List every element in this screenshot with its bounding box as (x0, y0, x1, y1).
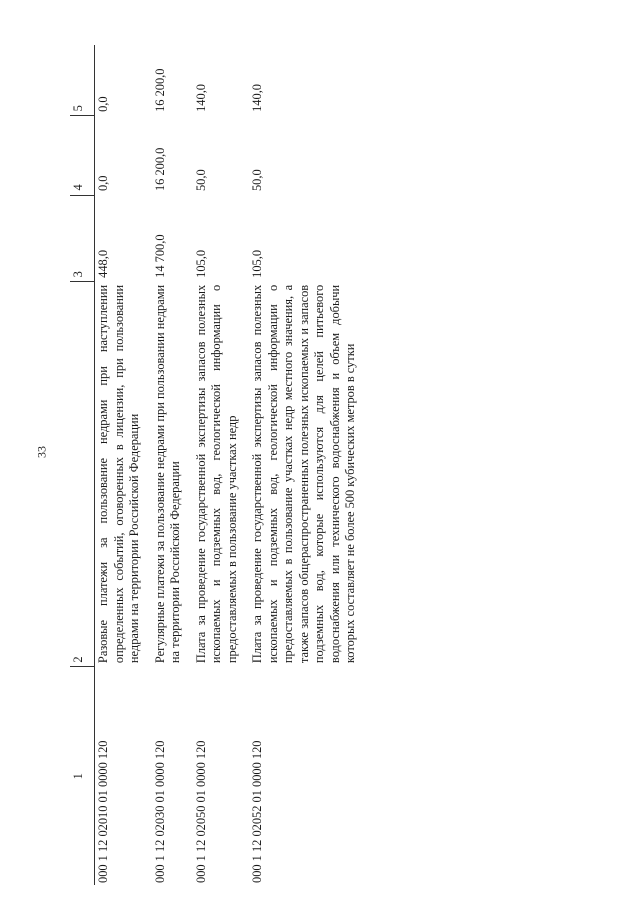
value-col5: 16 200,0 (152, 68, 167, 112)
value-col4: 50,0 (250, 169, 264, 192)
column-header-4: 4 (70, 116, 95, 195)
value-col3: 105,0 (193, 249, 208, 278)
row-spacer (144, 45, 152, 885)
value-col5: 140,0 (193, 84, 208, 112)
table-row (193, 45, 242, 885)
value-col4: 50,0 (193, 169, 208, 192)
table-row (152, 45, 185, 885)
revenue-code: 000 1 12 02052 01 0000 120 (250, 740, 264, 883)
revenue-name: Разовые платежи за пользование недрами при наступлении определенных событий, оговоренных в лицензии, при пользовании недрами на территории Российской Федерации (96, 284, 141, 664)
table-row (95, 45, 144, 885)
revenue-code: 000 1 12 02050 01 0000 120 (193, 740, 208, 883)
column-header-row (70, 45, 95, 885)
column-header-2: 2 (70, 282, 95, 666)
value-col3: 14 700,0 (152, 234, 167, 278)
value-col5: 0,0 (96, 96, 110, 112)
revenue-code: 000 1 12 02030 01 0000 120 (152, 740, 167, 883)
budget-revenue-table (70, 45, 360, 885)
revenue-name: Регулярные платежи за пользование недрами при пользовании недрами на территории Российской Федерации (152, 284, 182, 664)
table-row (249, 45, 360, 885)
value-col3: 105,0 (250, 249, 264, 278)
value-col3: 448,0 (96, 249, 110, 278)
rotated-table-container (70, 45, 585, 885)
revenue-name: Плата за проведение государственной экспертизы запасов полезных ископаемых и подземных вод, геологической информации о предоставляемых в пользование участках недр (193, 284, 239, 664)
row-spacer (185, 45, 193, 885)
value-col4: 16 200,0 (152, 147, 167, 192)
value-col4: 0,0 (96, 175, 110, 192)
column-header-5: 5 (70, 45, 95, 116)
column-header-3: 3 (70, 195, 95, 282)
revenue-code: 000 1 12 02010 01 0000 120 (96, 740, 110, 883)
row-spacer (241, 45, 249, 885)
value-col5: 140,0 (250, 84, 264, 112)
page-number: 33 (34, 446, 49, 458)
revenue-name: Плата за проведение государственной экспертизы запасов полезных ископаемых и подземных вод, геологической информации о предоставляемых в пользование участках недр местного значения, а также запасов общераспространенных полезных ископаемых и запасов подземных вод, которые используются для целей питьевого водоснабжения или технического водоснабжения и объем добычи которых составляет не более 500 кубических метров в сутки (250, 284, 357, 664)
column-header-1: 1 (70, 666, 95, 885)
